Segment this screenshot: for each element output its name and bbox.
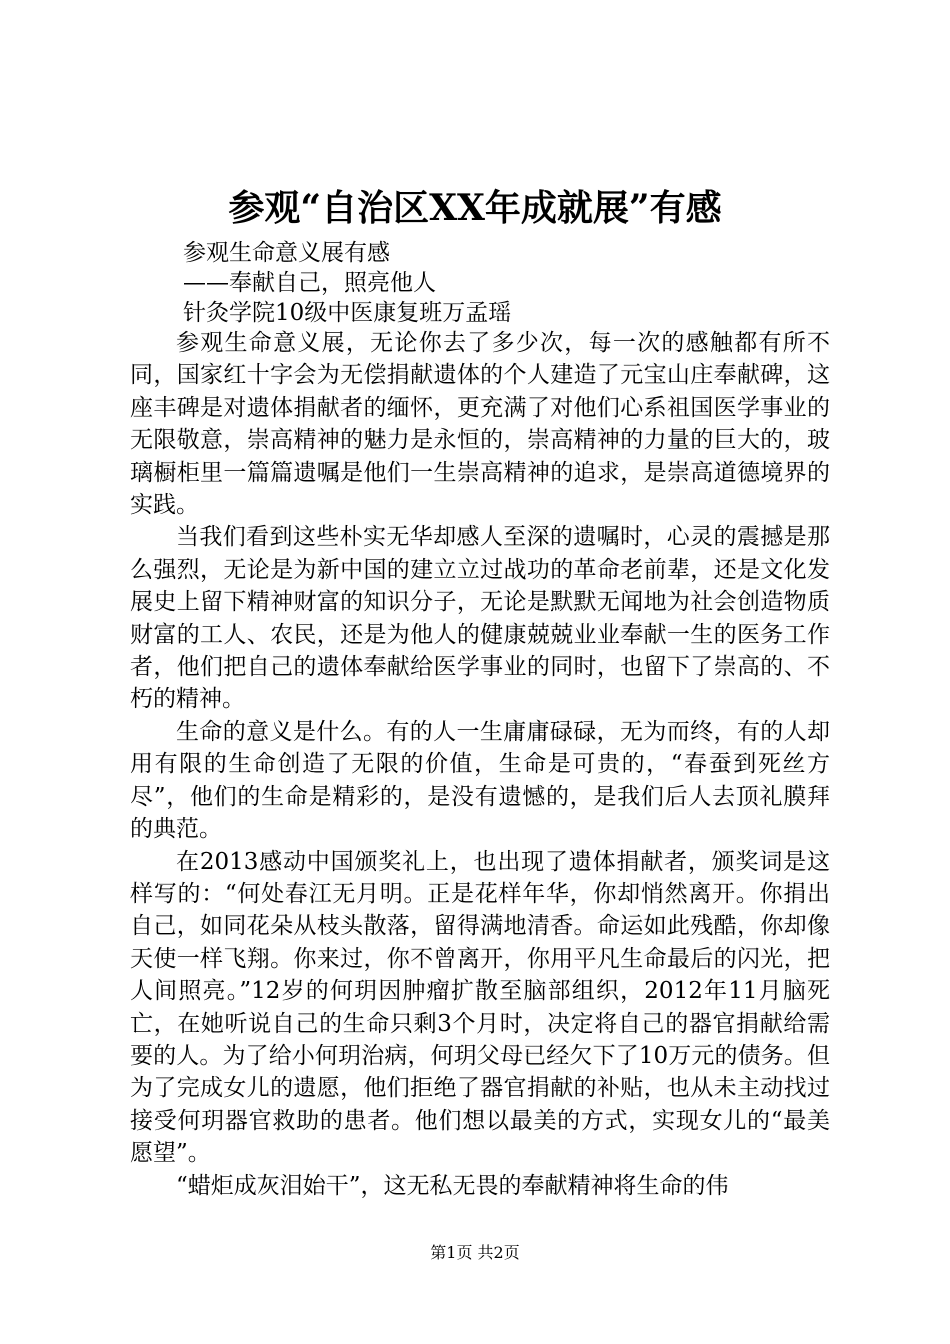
page-number-footer: 第1页 共2页 — [430, 1243, 520, 1262]
subtitle-line: 参观生命意义展有感 — [183, 240, 390, 266]
paragraph: 当我们看到这些朴实无华却感人至深的遗嘱时，心灵的震撼是那么强烈，无论是为新中国的建立立过战功的革命老前辈，还是文化发展史上留下精神财富的知识分子，无论是默默无闻地为社会创造物质财富的工人、农民，还是为他人的健康兢兢业业奉献一生的医务工作者，他们把自己的遗体奉献给医学事业的同时，也留下了崇高的、不朽的精神。 — [130, 524, 830, 713]
subtitle-line: ——奉献自己，照亮他人 — [183, 270, 436, 296]
document-title: 参观“自治区XX年成就展”有感 — [228, 187, 722, 229]
paragraph: “蜡炬成灰泪始干”，这无私无畏的奉献精神将生命的伟 — [176, 1172, 729, 1199]
document-body — [130, 327, 830, 1202]
author-line: 针灸学院10级中医康复班万孟瑶 — [183, 300, 512, 326]
paragraph: 生命的意义是什么。有的人一生庸庸碌碌，无为而终，有的人却用有限的生命创造了无限的价值，生命是可贵的，“春蚕到死丝方尽”，他们的生命是精彩的，是没有遗憾的，是我们后人去顶礼膜拜的典范。 — [130, 718, 830, 843]
paragraph: 在2013感动中国颁奖礼上，也出现了遗体捐献者，颁奖词是这样写的：“何处春江无月明。正是花样年华，你却悄然离开。你捐出自己，如同花朵从枝头散落，留得满地清香。命运如此残酷，你却像天使一样飞翔。你来过，你不曾离开，你用平凡生命最后的闪光，把人间照亮。”12岁的何玥因肿瘤扩散至脑部组织，2012年11月脑死亡，在她听说自己的生命只剩3个月时，决定将自己的器官捐献给需要的人。为了给小何玥治病，何玥父母已经欠下了10万元的债务。但为了完成女儿的遗愿，他们拒绝了器官捐献的补贴，也从未主动找过接受何玥器官救助的患者。他们想以最美的方式，实现女儿的“最美愿望”。 — [130, 848, 830, 1167]
paragraph: 参观生命意义展，无论你去了多少次，每一次的感触都有所不同，国家红十字会为无偿捐献遗体的个人建造了元宝山庄奉献碑，这座丰碑是对遗体捐献者的缅怀，更充满了对他们心系祖国医学事业的无限敬意，崇高精神的魅力是永恒的，崇高精神的力量的巨大的，玻璃橱柜里一篇篇遗嘱是他们一生崇高精神的追求，是崇高道德境界的实践。 — [130, 330, 830, 519]
